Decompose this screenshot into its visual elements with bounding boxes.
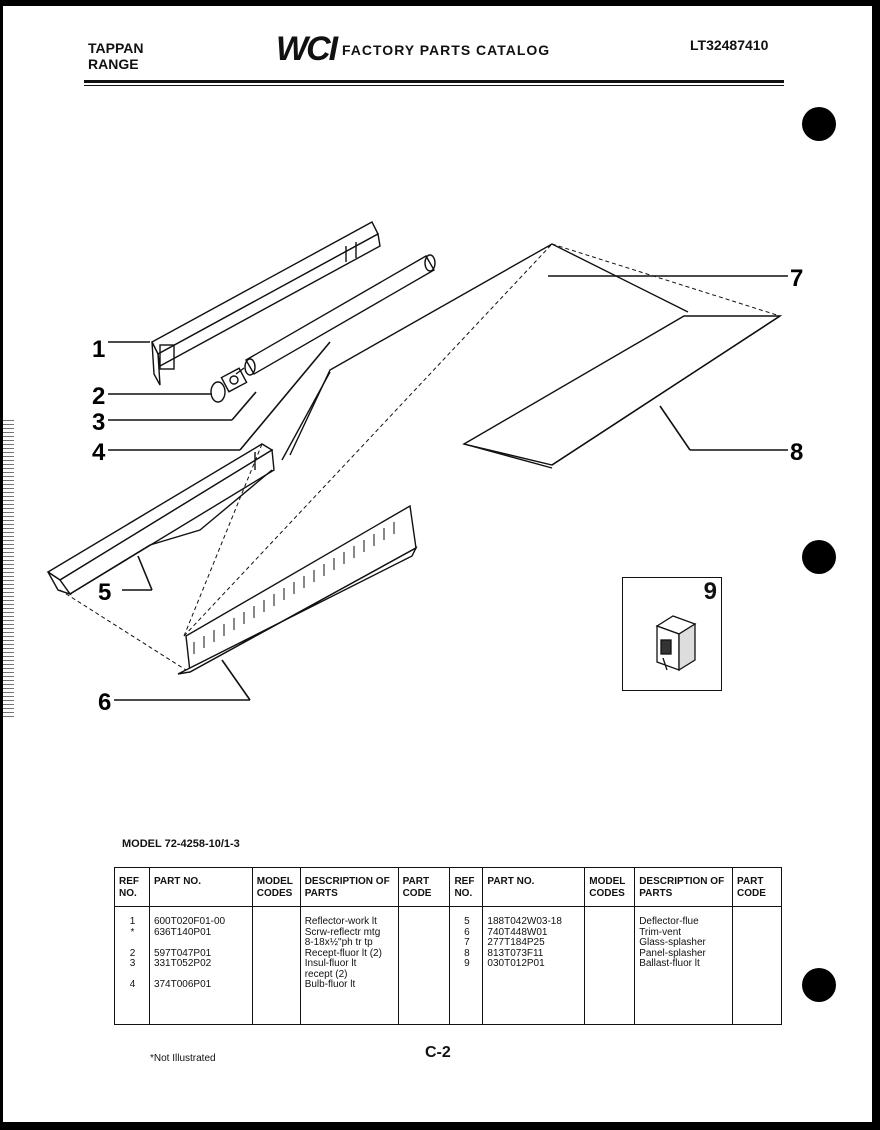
table-cell: Reflector-work lt bbox=[304, 916, 377, 927]
table-cell: Insul-fluor lt bbox=[304, 958, 357, 969]
table-cell: 3 bbox=[129, 958, 136, 969]
header-description-right: DESCRIPTION OF PARTS bbox=[635, 868, 733, 907]
ballast-icon bbox=[623, 578, 723, 692]
table-cell: Deflector-flue bbox=[639, 916, 699, 927]
table-cell: * bbox=[130, 926, 135, 938]
callout-3: 3 bbox=[92, 409, 106, 436]
ref-column-left bbox=[115, 907, 150, 1025]
table-cell: Scrw-reflectr mtg bbox=[304, 926, 381, 938]
callout-7: 7 bbox=[790, 265, 804, 292]
part-column-left bbox=[149, 907, 252, 1025]
table-cell: 374T006P01 bbox=[153, 979, 212, 990]
desc-column-right bbox=[635, 907, 733, 1025]
table-cell bbox=[154, 938, 249, 949]
brand-line-2: RANGE bbox=[88, 56, 139, 72]
table-cell: recept (2) bbox=[304, 968, 348, 980]
callout-6: 6 bbox=[98, 689, 112, 716]
table-cell: 7 bbox=[464, 937, 470, 948]
part-6-vent-trim bbox=[178, 506, 416, 674]
wci-logo: WCI bbox=[276, 30, 337, 68]
table-cell: 331T052P02 bbox=[153, 958, 212, 969]
table-cell: 597T047P01 bbox=[153, 947, 212, 959]
catalog-title: FACTORY PARTS CATALOG bbox=[342, 42, 551, 58]
callout-5: 5 bbox=[98, 579, 112, 606]
header-part-no-right: PART NO. bbox=[483, 868, 585, 907]
callout-9: 9 bbox=[703, 578, 717, 605]
table-cell: 636T140P01 bbox=[153, 926, 212, 938]
header-ref-no-left: REF NO. bbox=[115, 868, 150, 907]
table-header-row bbox=[115, 868, 782, 907]
part-8-panel bbox=[464, 316, 780, 468]
model-column-right bbox=[585, 907, 635, 1025]
part-5-deflector bbox=[48, 444, 274, 594]
header-part-code-left: PART CODE bbox=[398, 868, 450, 907]
callout-4: 4 bbox=[92, 439, 106, 466]
table-cell: Recept-fluor lt (2) bbox=[304, 947, 382, 959]
table-cell: 8 bbox=[464, 947, 470, 959]
code-column-right bbox=[733, 907, 782, 1025]
table-cell: Trim-vent bbox=[639, 926, 682, 938]
catalog-code: LT32487410 bbox=[690, 37, 769, 53]
callout-2: 2 bbox=[92, 383, 106, 410]
brand-line-1: TAPPAN bbox=[88, 40, 144, 56]
table-cell: 5 bbox=[464, 916, 470, 927]
table-cell: 813T073F11 bbox=[487, 947, 544, 959]
table-cell: 740T448W01 bbox=[487, 926, 548, 938]
part-column-right bbox=[483, 907, 585, 1025]
header-model-codes-right: MODEL CODES bbox=[585, 868, 635, 907]
model-column-left bbox=[252, 907, 300, 1025]
table-row bbox=[115, 907, 782, 1025]
table-cell: 188T042W03-18 bbox=[487, 916, 562, 927]
ref-9-inset bbox=[622, 577, 722, 691]
table-cell: 1 bbox=[129, 916, 136, 927]
ref-column-right bbox=[450, 907, 483, 1025]
table-cell: 277T184P25 bbox=[487, 937, 545, 948]
callout-1: 1 bbox=[92, 336, 106, 363]
table-cell: 600T020F01-00 bbox=[153, 916, 226, 927]
header-description-left: DESCRIPTION OF PARTS bbox=[300, 868, 398, 907]
callout-8: 8 bbox=[790, 439, 804, 466]
table-cell: 8-18x½"ph tr tp bbox=[304, 937, 373, 948]
table-cell: Panel-splasher bbox=[639, 947, 706, 959]
page-number: C-2 bbox=[425, 1044, 451, 1061]
table-cell: Bulb-fluor lt bbox=[304, 979, 356, 990]
table-cell bbox=[119, 938, 146, 949]
code-column-left bbox=[398, 907, 450, 1025]
table-cell: 9 bbox=[464, 958, 470, 969]
header-part-code-right: PART CODE bbox=[733, 868, 782, 907]
parts-table bbox=[114, 867, 782, 1025]
table-cell: Glass-splasher bbox=[639, 937, 706, 948]
table-cell: 2 bbox=[129, 947, 136, 959]
desc-column-left bbox=[300, 907, 398, 1025]
table-cell: 030T012P01 bbox=[487, 958, 545, 969]
model-number: MODEL 72-4258-10/1-3 bbox=[122, 838, 240, 850]
table-cell: Ballast-fluor lt bbox=[639, 958, 700, 969]
header-model-codes-left: MODEL CODES bbox=[252, 868, 300, 907]
table-cell: 4 bbox=[129, 979, 136, 990]
footnote-not-illustrated: *Not Illustrated bbox=[150, 1053, 216, 1064]
header-part-no-left: PART NO. bbox=[149, 868, 252, 907]
part-4-bulb bbox=[236, 255, 435, 375]
header-ref-no-right: REF NO. bbox=[450, 868, 483, 907]
part-2-insulator bbox=[211, 382, 225, 402]
table-cell: 6 bbox=[464, 926, 470, 938]
